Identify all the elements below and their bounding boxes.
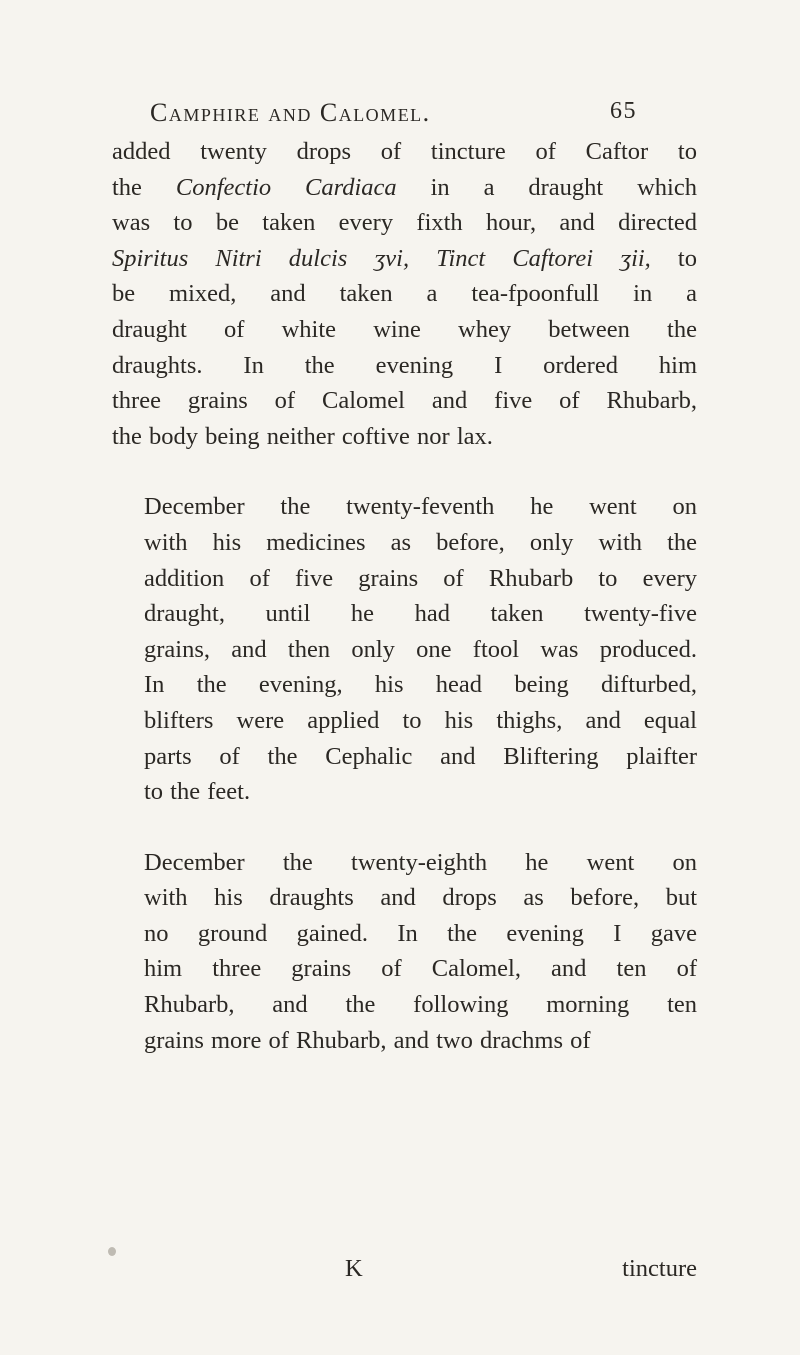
text-line <box>112 774 697 810</box>
running-head-title: Camphire and Calomel. <box>150 98 431 127</box>
italic-text: Spiritus Nitri dulcis ʒvi, Tinct Caftorei ʒii, <box>112 244 651 272</box>
text-line <box>112 205 697 241</box>
paragraph-1 <box>112 134 697 454</box>
roman-text: with his medicines as before, only with the <box>144 528 697 556</box>
roman-text: December the twenty-eighth he went on <box>144 848 697 876</box>
text-line <box>112 489 697 525</box>
roman-text: three grains of Calomel and five of Rhubarb, <box>112 387 697 415</box>
text-line <box>112 667 697 703</box>
signature-mark: K <box>345 1255 363 1282</box>
roman-text: no ground gained. In the evening I gave <box>144 919 697 947</box>
text-line <box>112 880 697 916</box>
roman-text: grains more of Rhubarb, and two drachms of <box>144 1026 591 1054</box>
text-line <box>112 845 697 881</box>
text-line <box>112 1023 697 1059</box>
italic-text: Confectio Cardiaca <box>175 173 397 201</box>
roman-text: be mixed, and taken a tea-fpoonfull in a <box>112 280 697 308</box>
text-line <box>112 739 697 775</box>
roman-text: December the twenty-feventh he went on <box>144 493 697 521</box>
roman-text: parts of the Cephalic and Bliftering plaifter <box>144 742 697 770</box>
roman-text: grains, and then only one ftool was produced. <box>144 635 697 663</box>
text-line <box>112 312 697 348</box>
text-line <box>112 596 697 632</box>
text-line <box>112 134 697 170</box>
text-line <box>112 987 697 1023</box>
roman-text: addition of five grains of Rhubarb to every <box>144 564 697 592</box>
roman-text: In the evening, his head being difturbed, <box>144 671 697 699</box>
roman-text: draught, until he had taken twenty-five <box>144 600 697 628</box>
paragraph-2 <box>112 489 697 809</box>
roman-text: added twenty drops of tincture of Caftor to <box>112 138 697 165</box>
text-line <box>112 383 697 419</box>
running-head <box>150 98 650 134</box>
roman-text: with his draughts and drops as before, but <box>144 884 697 912</box>
text-line <box>112 703 697 739</box>
text-line <box>112 951 697 987</box>
roman-text: him three grains of Calomel, and ten of <box>144 955 697 983</box>
roman-text: was to be taken every fixth hour, and directed <box>112 209 697 237</box>
text-line <box>112 525 697 561</box>
roman-text: to the feet. <box>144 778 251 806</box>
catchword: tincture <box>622 1255 697 1282</box>
body-text <box>112 134 697 1058</box>
text-line <box>112 348 697 384</box>
roman-text: draughts. In the evening I ordered him <box>112 351 697 379</box>
roman-text: the <box>112 173 176 201</box>
text-line <box>112 561 697 597</box>
paragraph-3 <box>112 845 697 1059</box>
roman-text: draught of white wine whey between the <box>112 315 697 343</box>
page-number: 65 <box>610 98 637 124</box>
text-line <box>112 632 697 668</box>
roman-text: blifters were applied to his thighs, and equal <box>144 706 697 734</box>
text-line <box>112 916 697 952</box>
roman-text: in a draught which <box>396 173 697 201</box>
text-line <box>112 419 697 455</box>
text-line <box>112 276 697 312</box>
page-footer <box>112 1255 697 1291</box>
roman-text: the body being neither coftive nor lax. <box>112 422 493 450</box>
ink-blot <box>108 1247 116 1256</box>
roman-text: Rhubarb, and the following morning ten <box>144 991 697 1019</box>
text-line <box>112 241 697 277</box>
roman-text: to <box>650 244 697 272</box>
text-line <box>112 170 697 206</box>
